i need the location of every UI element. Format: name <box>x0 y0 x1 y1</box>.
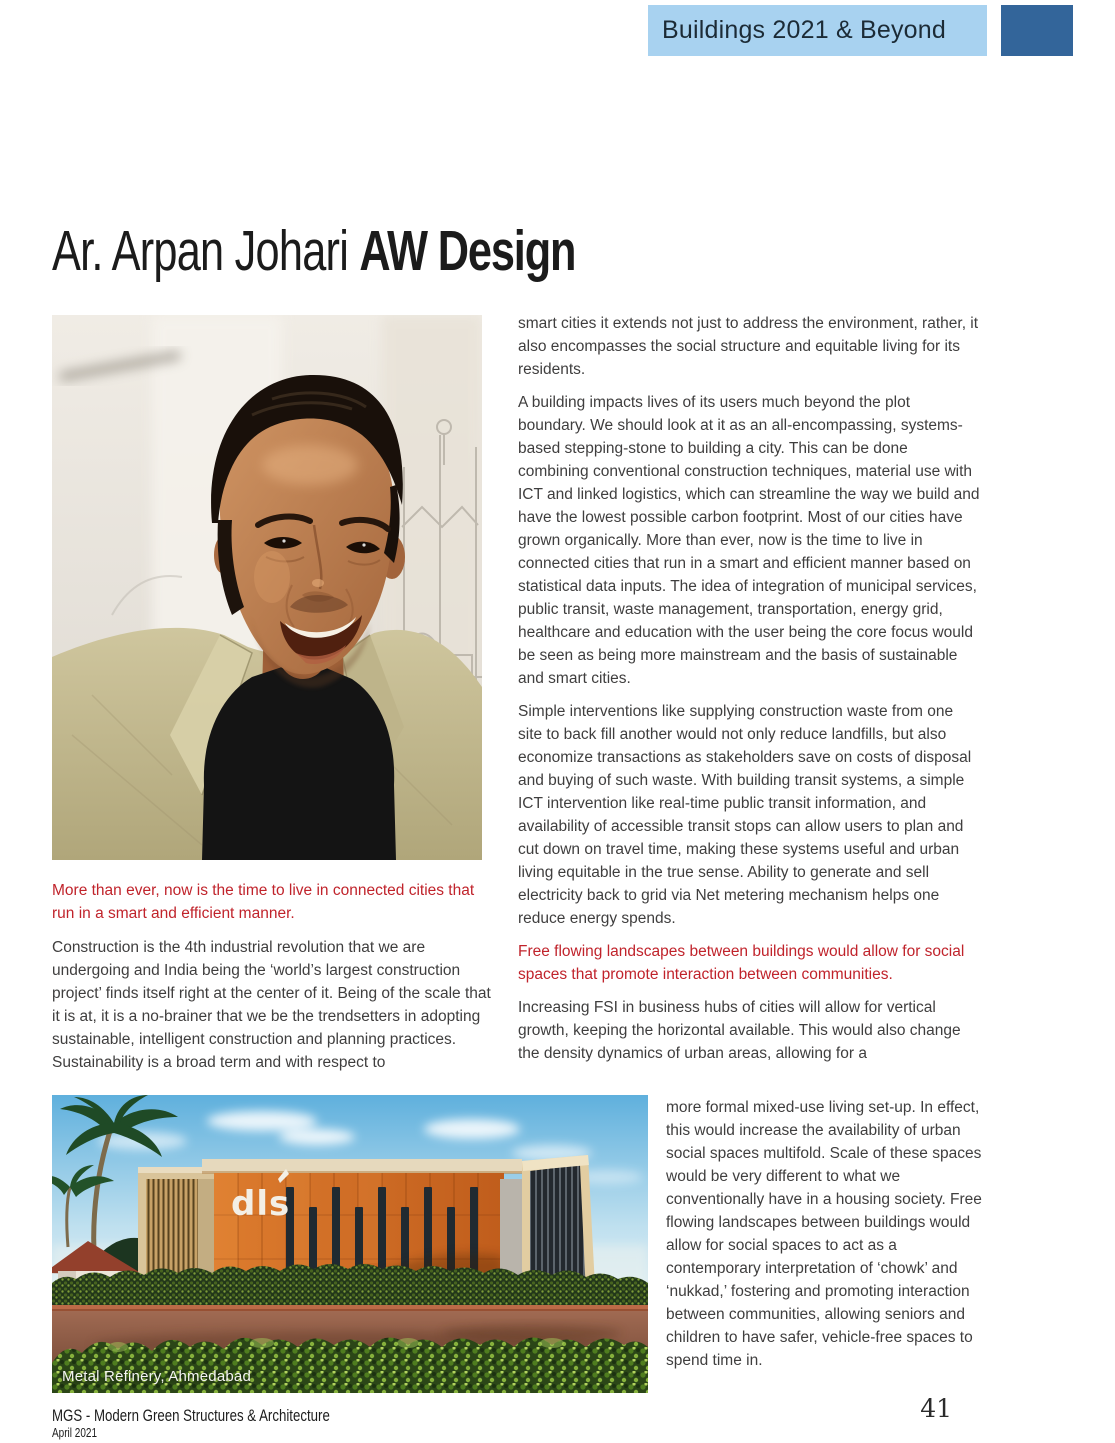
body-paragraph-left: Construction is the 4th industrial revolution that we are undergoing and India being the ‘world’s largest construction project’ finds itself right at the center of it. Being of the scale that it is at, it is a no-brainer that we be the trendsetters in adopting sustainable, intelligent construction and planning practices. Sustainability is a broad term and with respect to <box>52 939 491 1071</box>
issue-date: April 2021 <box>52 1426 98 1440</box>
section-banner-label: Buildings 2021 & Beyond <box>662 16 946 44</box>
studio-name: AW Design <box>359 219 576 283</box>
section-banner <box>648 5 987 56</box>
building-photo <box>52 1095 648 1393</box>
building-logo: dls <box>231 1184 291 1224</box>
body-paragraph: smart cities it extends not just to address the environment, rather, it also encompasses the social structure and equitable living for its residents. <box>518 315 979 378</box>
body-paragraph: Simple interventions like supplying construction waste from one site to back fill another would not only reduce landfills, but also economize transactions as stakeholders save on costs of disposal and buying of such waste. With building transit systems, a simple ICT intervention like real-time public transit information, and availability of accessible transit stops can allow users to plan and cut down on travel time, making these systems useful and urban living equitable in the true sense. Ability to generate and sell electricity back to grid via Net metering mechanism helps one reduce energy spends. <box>518 703 972 927</box>
body-paragraph: A building impacts lives of its users much beyond the plot boundary. We should look at it as an all-encompassing, systems-based stepping-stone to building a city. This can be done combining conventional construction techniques, material use with ICT and linked logistics, which can streamline the way we build and have the lowest possible carbon footprint. Most of our cities have grown organically. More than ever, now is the time to live in connected cities that run in a smart and efficient manner based on statistical data inputs. The idea of integration of municipal services, public transit, waste management, transportation, energy grid, healthcare and education with the user being the core focus would be seen as being more mainstream and the basis of sustainable and smart cities. <box>518 394 980 687</box>
pull-quote-left: More than ever, now is the time to live in connected cities that run in a smart and efficient manner. <box>52 882 475 922</box>
t-shirt <box>202 667 396 860</box>
building-illustration <box>52 1095 648 1393</box>
pull-quote-right: Free flowing landscapes between buildings would allow for social spaces that promote interaction between communities. <box>518 943 965 983</box>
portrait-illustration <box>52 315 482 860</box>
page-number: 41 <box>920 1394 952 1423</box>
body-paragraph: Increasing FSI in business hubs of cities will allow for vertical growth, keeping the horizontal available. This would also change the density dynamics of urban areas, allowing for a <box>518 999 961 1062</box>
page-title <box>52 219 576 283</box>
portrait-photo <box>52 315 482 860</box>
photo-caption: Metal Refinery, Ahmedabad <box>62 1368 251 1385</box>
corner-accent-box <box>1001 5 1073 56</box>
magazine-name: MGS - Modern Green Structures & Architecture <box>52 1406 330 1425</box>
right-column <box>518 312 980 1075</box>
right-column-continued <box>666 1096 986 1382</box>
author-name: Ar. Arpan Johari <box>52 219 360 283</box>
body-paragraph: more formal mixed-use living set-up. In effect, this would increase the availability of urban social spaces multifold. Scale of these spaces would be very different to what we conventionally have in a housing society. Free flowing landscapes between buildings would allow for social spaces to act as a contemporary interpretation of ‘chowk’ and ‘nukkad,’ fostering and promoting interaction between communities, allowing seniors and children to have safer, vehicle-free spaces to spend time in. <box>666 1099 982 1369</box>
